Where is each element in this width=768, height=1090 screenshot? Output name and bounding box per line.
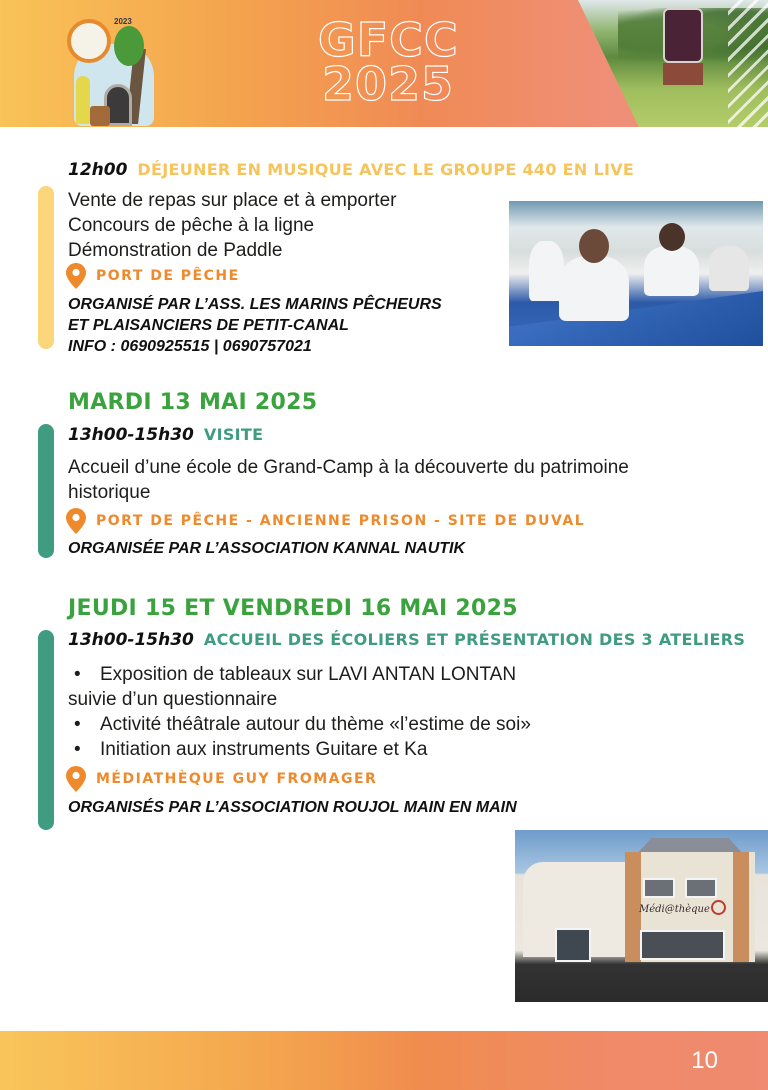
organizer-contact: INFO : 0690925515 | 0690757021 <box>68 338 312 355</box>
organizer-line: ORGANISÉ PAR L’ASS. LES MARINS PÊCHEURS <box>68 296 442 313</box>
logo-figure <box>76 76 90 124</box>
list-item-text: Exposition de tableaux sur LAVI ANTAN LONTAN <box>100 664 517 685</box>
event-description <box>68 455 629 505</box>
header-title <box>318 13 459 111</box>
window <box>685 878 717 898</box>
person <box>709 246 749 291</box>
festival-logo <box>64 14 160 126</box>
list-item-continuation <box>68 687 531 712</box>
photo-marins-pecheurs <box>509 201 763 346</box>
event-heading <box>68 425 263 445</box>
description-line: historique <box>68 482 151 503</box>
description-line: Démonstration de Paddle <box>68 240 283 261</box>
event-organizer <box>68 294 442 357</box>
day-heading: JEUDI 15 ET VENDREDI 16 MAI 2025 <box>68 596 518 621</box>
entrance-glass <box>640 930 725 960</box>
event-title: VISITE <box>203 425 264 444</box>
list-item <box>68 737 531 762</box>
person-head <box>579 229 609 263</box>
location-text: MÉDIATHÈQUE GUY FROMAGER <box>96 771 378 787</box>
location-text: PORT DE PÊCHE - ANCIENNE PRISON - SITE DE DUVAL <box>96 513 586 529</box>
window <box>643 878 675 898</box>
event-description <box>68 188 396 263</box>
description-line: Concours de pêche à la ligne <box>68 215 315 236</box>
person <box>529 241 564 301</box>
event-title: DÉJEUNER EN MUSIQUE AVEC LE GROUPE 440 EN LIVE <box>137 160 635 179</box>
drum-sculpture <box>663 8 703 63</box>
event-organizer <box>68 538 465 559</box>
page-header-banner <box>0 0 768 127</box>
bullet-icon: • <box>74 664 81 685</box>
organizer-line: ORGANISÉS PAR L’ASSOCIATION ROUJOL MAIN EN MAIN <box>68 799 517 816</box>
building-column <box>733 852 749 962</box>
section-accent-bar <box>38 424 54 558</box>
logo-year: 2023 <box>114 17 132 26</box>
person <box>559 256 629 321</box>
logo-tree-foliage <box>114 26 144 66</box>
event-time: 12h00 <box>68 160 128 180</box>
bullet-icon: • <box>74 714 81 735</box>
event-time: 13h00-15h30 <box>68 425 194 445</box>
bullet-icon: • <box>74 739 81 760</box>
section-accent-bar <box>38 630 54 830</box>
logo-emblem-ring <box>67 19 111 63</box>
list-item-text: Activité théâtrale autour du thème «l’estime de soi» <box>100 714 531 735</box>
location-text: PORT DE PÊCHE <box>96 268 240 284</box>
location-pin-icon <box>66 766 86 792</box>
organizer-line: ET PLAISANCIERS DE PETIT-CANAL <box>68 317 349 334</box>
description-line: Vente de repas sur place et à emporter <box>68 190 397 211</box>
event-heading <box>68 630 745 650</box>
person-head <box>659 223 685 251</box>
sign-logo-circle <box>711 900 726 915</box>
event-location <box>66 766 377 792</box>
list-item-text: Initiation aux instruments Guitare et Ka <box>100 739 428 760</box>
person <box>644 246 699 296</box>
day-heading: MARDI 13 MAI 2025 <box>68 390 318 415</box>
page-number: 10 <box>691 1047 718 1074</box>
location-pin-icon <box>66 263 86 289</box>
mediatheque-sign: Médi@thèque <box>639 904 710 915</box>
workshop-list <box>68 662 531 762</box>
header-title-line2: 2025 <box>321 57 455 111</box>
organizer-line: ORGANISÉE PAR L’ASSOCIATION KANNAL NAUTIK <box>68 540 466 557</box>
list-item-text: suivie d’un questionnaire <box>68 689 278 710</box>
event-time: 13h00-15h30 <box>68 630 194 650</box>
drum-pedestal <box>663 63 703 85</box>
description-line: Accueil d’une école de Grand-Camp à la découverte du patrimoine <box>68 457 629 478</box>
page-footer <box>0 1031 768 1090</box>
photo-mediatheque <box>515 830 768 1002</box>
list-item <box>68 662 531 687</box>
header-title-line1: GFCC <box>318 13 459 67</box>
event-heading <box>68 160 634 180</box>
event-location <box>66 508 585 534</box>
event-title: ACCUEIL DES ÉCOLIERS ET PRÉSENTATION DES 3 ATELIERS <box>203 630 746 649</box>
location-pin-icon <box>66 508 86 534</box>
decorative-stripes <box>728 0 768 127</box>
list-item <box>68 712 531 737</box>
event-location <box>66 263 240 289</box>
section-accent-bar <box>38 186 54 349</box>
logo-barrel <box>90 106 110 126</box>
event-organizer <box>68 797 517 818</box>
entrance-door <box>555 928 591 962</box>
